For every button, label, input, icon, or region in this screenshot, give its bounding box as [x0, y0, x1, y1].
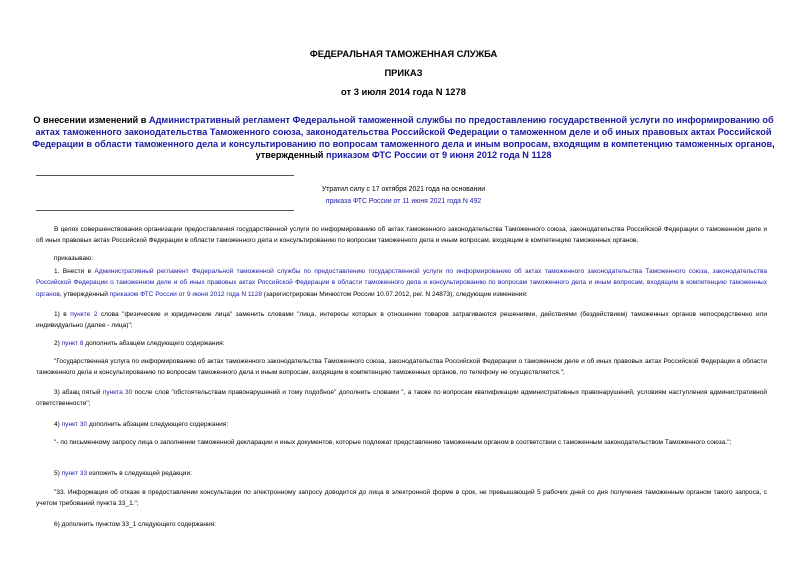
- expired-text: Утратил силу с 17 октября 2021 года на основании: [321, 186, 486, 193]
- p1-regulation-link[interactable]: Административный регламент Федеральной таможенной службы по предоставлению государственной услуги по информированию об актах таможенного законодательства Таможенного союза, законодательства Российской Федерации о таможенном деле и об иных правовых актах Российской Федерации в области таможенного дела и консультированию по вопросам таможенного дела и иным вопросам, входящим в компетенцию таможенных органов: [36, 268, 767, 298]
- paragraph-1: [36, 266, 767, 300]
- item-5-link[interactable]: пункт 33: [61, 470, 88, 477]
- item-1-start: 1) в: [54, 311, 71, 318]
- item-5-start: 5): [54, 470, 62, 477]
- item-3: [36, 387, 767, 410]
- item-6: 6) дополнить пунктом 33_1 следующего содержания:: [54, 521, 216, 528]
- order-link[interactable]: приказом ФТС России от 9 июня 2012 года N 1128: [326, 150, 552, 161]
- p1-order-link[interactable]: приказом ФТС России от 9 июня 2012 года N 1128: [109, 290, 262, 298]
- item-3-end: после слов "обстоятельствам правонарушений и тому подобное" дополнить словами ", а также по вопросам квалификации административных правонарушений, условиям наступления административной ответственности";: [36, 389, 767, 408]
- expired-order-link[interactable]: приказа ФТС России от 11 июня 2021 года N 492: [325, 197, 482, 205]
- title-prefix: О внесении изменений в: [33, 115, 149, 125]
- regulation-link[interactable]: Административный регламент Федеральной таможенной службы по предоставлению государственной услуги по информированию об актах таможенного законодательства Таможенного союза, законодательства Российской Федерации о таможенном деле и об иных правовых актах Российской Федерации в области таможенного дела и консультированию по вопросам таможенного дела и иным вопросам, входящим в компетенцию таможенных органов: [32, 115, 774, 149]
- p1-start: 1. Внести в: [54, 268, 95, 275]
- p1-middle: , утвержденный: [59, 290, 110, 298]
- item-2-end: дополнить абзацем следующего содержания:: [83, 340, 225, 347]
- item-5: [36, 468, 767, 479]
- item-2-link[interactable]: пункт 8: [61, 340, 84, 347]
- item-1-end: слова "физические и юридические лица" заменить словами "лица, интересы которых в отношении товаров затрагиваются решениями, действиями (бездействием) таможенных органов непосредственно или индивидуально (далее - лица)";: [36, 311, 768, 330]
- item-2-start: 2): [54, 340, 62, 347]
- quote-3: "33. Информация об отказе в предоставлении консультации по электронному запросу доводится до лица в электронной форме в срок, не превышающий 5 рабочих дней со дня получения таможенным органом такого запроса, с учетом требований пункта 33_1.";: [36, 489, 767, 508]
- item-3-start: 3) абзац пятый: [54, 389, 103, 396]
- item-3-link[interactable]: пункта 30: [102, 389, 133, 396]
- item-4-start: 4): [54, 421, 62, 428]
- item-1-link[interactable]: пункте 2: [70, 311, 98, 318]
- p1-end: (зарегистрирован Минюстом России 10.07.2012, рег. N 24873), следующие изменения:: [261, 290, 528, 298]
- item-4-end: дополнить абзацем следующего содержания:: [87, 421, 229, 428]
- divider-top: [36, 175, 294, 176]
- item-4-link[interactable]: пункт 30: [61, 421, 88, 428]
- item-5-end: изложить в следующей редакции:: [87, 470, 192, 477]
- quote-2: "- по письменному запросу лица о заполнении таможенной декларации и иных документов, которые подлежат представлению таможенным органом в соответствии с таможенным законодательством Таможенного союза.";: [54, 439, 732, 446]
- intro-paragraph: В целях совершенствования организации предоставления государственной услуги по информированию об актах таможенного законодательства Таможенного союза, законодательства Российской Федерации о таможенном деле и об иных правовых актах Российской Федерации в области таможенного дела и консультированию по вопросам таможенного дела и иным вопросам, входящим в компетенцию таможенных органов,: [36, 226, 767, 245]
- divider-bottom: [36, 210, 294, 211]
- agency-name: ФЕДЕРАЛЬНАЯ ТАМОЖЕННАЯ СЛУЖБА: [309, 48, 498, 59]
- title-middle: , утвержденный: [255, 138, 775, 161]
- item-4: [36, 419, 767, 430]
- document-date-number: от 3 июля 2014 года N 1278: [341, 86, 466, 97]
- document-title: [20, 115, 787, 162]
- document-type: ПРИКАЗ: [384, 67, 423, 78]
- quote-1: "Государственная услуга по информированию об актах таможенного законодательства Таможенного союза, законодательства Российской Федерации о таможенном деле и об иных правовых актах Российской Федерации в области таможенного дела и консультированию по вопросам таможенного дела и иным вопросам, входящим в компетенцию таможенных органов, по телефону не осуществляется.";: [36, 358, 767, 377]
- expired-notice: [250, 184, 557, 207]
- order-word: приказываю:: [54, 255, 93, 262]
- item-1: [36, 309, 767, 332]
- item-2: [36, 338, 767, 349]
